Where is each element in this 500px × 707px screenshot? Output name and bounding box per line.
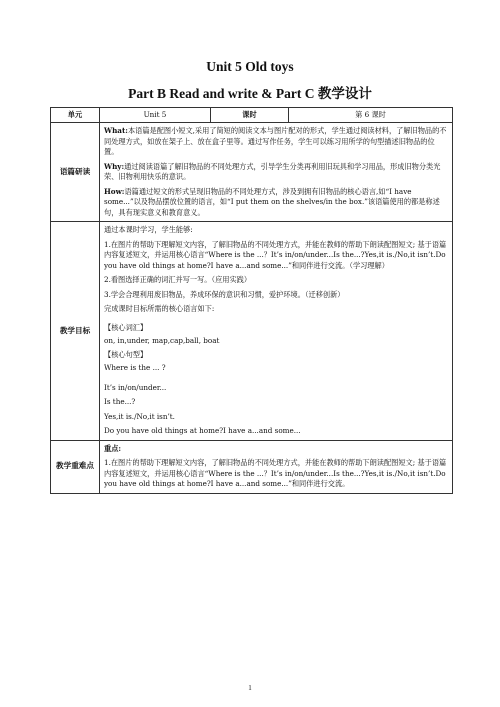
analysis-row — [51, 123, 453, 222]
goals-intro: 通过本课时学习，学生能够: — [104, 225, 193, 234]
focus-text: 1.在图片的帮助下理解短文内容，了解旧物品的不同处理方式，并能在教师的帮助下朗读配图短文; 基于语篇内容复述短文，并运用核心语言“Where is the ...？It’s in/on/under...Is the...?Yes,it is./No,it isn’t.Do you have old things at home?I have a...and some...”和同伴进行交流。 — [104, 458, 447, 488]
how-key: How: — [104, 186, 125, 196]
core-language-intro: 完成课时目标所需的核心语言如下: — [104, 304, 215, 313]
vocab-list: on, in,under, map,cap,ball, boat — [104, 336, 220, 345]
goals-content — [100, 222, 453, 441]
why-key: Why: — [104, 161, 125, 171]
lesson-plan-table — [50, 107, 453, 494]
pattern-5: Do you have old things at home?I have a...and some... — [104, 426, 301, 435]
pattern-3: Is the...? — [104, 397, 136, 406]
pattern-2: It’s in/on/under... — [104, 382, 167, 392]
page-number: 1 — [248, 684, 252, 692]
unit-label: 单元 — [51, 108, 100, 123]
what-key: What: — [104, 126, 128, 135]
why-text: 通过阅读语篇了解旧物品的不同处理方式，引导学生分类再利用旧玩具和学习用品，形成旧物分类光荣、旧物利用快乐的意识。 — [104, 161, 441, 181]
keypoints-content — [100, 440, 453, 493]
goal-1: 1.在图片的帮助下理解短文内容，了解旧物品的不同处理方式，并能在教师的帮助下朗读配图短文; 基于语篇内容复述短文，并运用核心语言“Where is the ...？It’s in/on/under...Is the...?Yes,it is./No,it isn’t.Do you have old things at home?I have a...and some...”和同伴进行交流。（学习理解） — [104, 239, 447, 270]
analysis-content — [100, 123, 453, 222]
what-text: 本语篇是配图小短文,采用了简短的阅读文本与图片配对的形式，学生通过阅读材料，了解旧物品的不同处理方式，如放在架子上、放在盒子里等。通过写作任务，学生可以练习用所学的句型描述旧物品的位置。 — [104, 126, 447, 156]
goals-label: 教学目标 — [51, 222, 100, 441]
pattern-1: Where is the ... ? — [104, 363, 166, 372]
keypoints-row — [51, 440, 453, 493]
pattern-4: Yes,it is./No,it isn’t. — [104, 411, 175, 421]
how-text: 语篇通过短文的形式呈现旧物品的不同处理方式，涉及到拥有旧物品的核心语言,如“I have some...”以及物品摆放位置的语言，如“I put them on the shelves/in the box.”该语篇使用的都是称述句，具有现实意义和教育意义。 — [104, 186, 440, 217]
vocab-title: 【核心词汇】 — [104, 322, 148, 332]
unit-value: Unit 5 — [100, 108, 211, 123]
pattern-title: 【核心句型】 — [104, 349, 148, 359]
document-subtitle: Part B Read and write & Part C 教学设计 — [128, 86, 372, 101]
header-row — [51, 108, 453, 123]
focus-label: 重点: — [104, 443, 122, 453]
lesson-label: 课时 — [211, 108, 289, 123]
keypoints-label: 教学重难点 — [51, 440, 100, 493]
document-title: Unit 5 Old toys — [206, 59, 294, 74]
lesson-value: 第 6 课时 — [289, 108, 453, 123]
goals-row — [51, 222, 453, 441]
goal-2: 2.看图选择正确的词汇并写一写。（应用实践） — [104, 275, 252, 284]
analysis-label: 语篇研读 — [51, 123, 100, 222]
goal-3: 3.学会合理利用废旧物品，养成环保的意识和习惯，爱护环境。（迁移创新） — [104, 289, 345, 299]
